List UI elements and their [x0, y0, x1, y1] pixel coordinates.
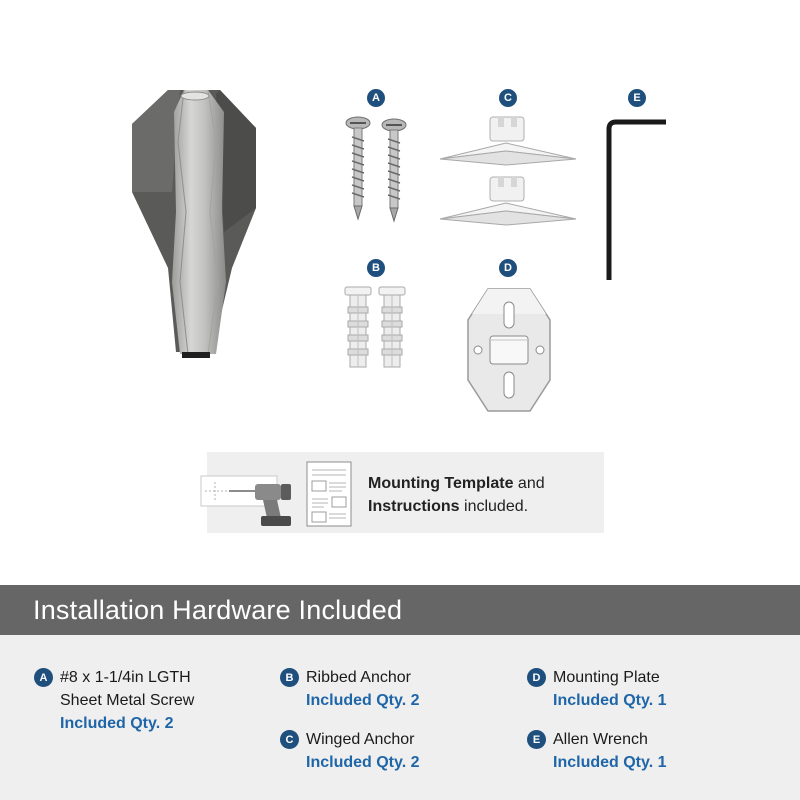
item-b-badge: B — [280, 668, 299, 687]
item-a-name-line2: Sheet Metal Screw — [60, 692, 195, 709]
item-c-badge: C — [280, 730, 299, 749]
item-d-badge: D — [527, 668, 546, 687]
item-c-name: Winged Anchor — [306, 731, 415, 748]
mounting-plate-icon — [466, 286, 552, 414]
item-c-qty: Included Qty. 2 — [306, 754, 420, 771]
allen-wrench-icon — [604, 114, 670, 284]
template-line1-rest: and — [513, 475, 545, 492]
item-d-name: Mounting Plate — [553, 669, 660, 686]
item-b-qty: Included Qty. 2 — [306, 692, 420, 709]
item-d-qty: Included Qty. 1 — [553, 692, 667, 709]
mounting-template-card — [207, 452, 604, 533]
item-e-badge: E — [527, 730, 546, 749]
item-a-badge: A — [34, 668, 53, 687]
hardware-banner: Installation Hardware Included — [0, 585, 800, 635]
winged-anchor-icon — [436, 115, 580, 230]
template-line2-bold: Instructions — [368, 498, 460, 515]
template-line1-bold: Mounting Template — [368, 475, 514, 492]
instruction-sheet-icon — [306, 461, 352, 527]
template-line2-rest: included. — [459, 498, 529, 515]
mounting-template-text — [368, 472, 598, 518]
item-e-name: Allen Wrench — [553, 731, 648, 748]
label-d-badge: D — [499, 259, 517, 277]
ribbed-anchor-icon — [343, 285, 413, 375]
drill-icon — [199, 472, 299, 527]
hardware-list — [0, 635, 800, 800]
label-b-badge: B — [367, 259, 385, 277]
item-e-qty: Included Qty. 1 — [553, 754, 667, 771]
item-a-qty: Included Qty. 2 — [60, 715, 174, 732]
label-a-badge: A — [367, 89, 385, 107]
screw-icon — [343, 115, 411, 225]
item-b-name: Ribbed Anchor — [306, 669, 411, 686]
item-a-name-line1: #8 x 1-1/4in LGTH — [60, 669, 191, 686]
label-e-badge: E — [628, 89, 646, 107]
label-c-badge: C — [499, 89, 517, 107]
hook-icon — [128, 82, 260, 364]
